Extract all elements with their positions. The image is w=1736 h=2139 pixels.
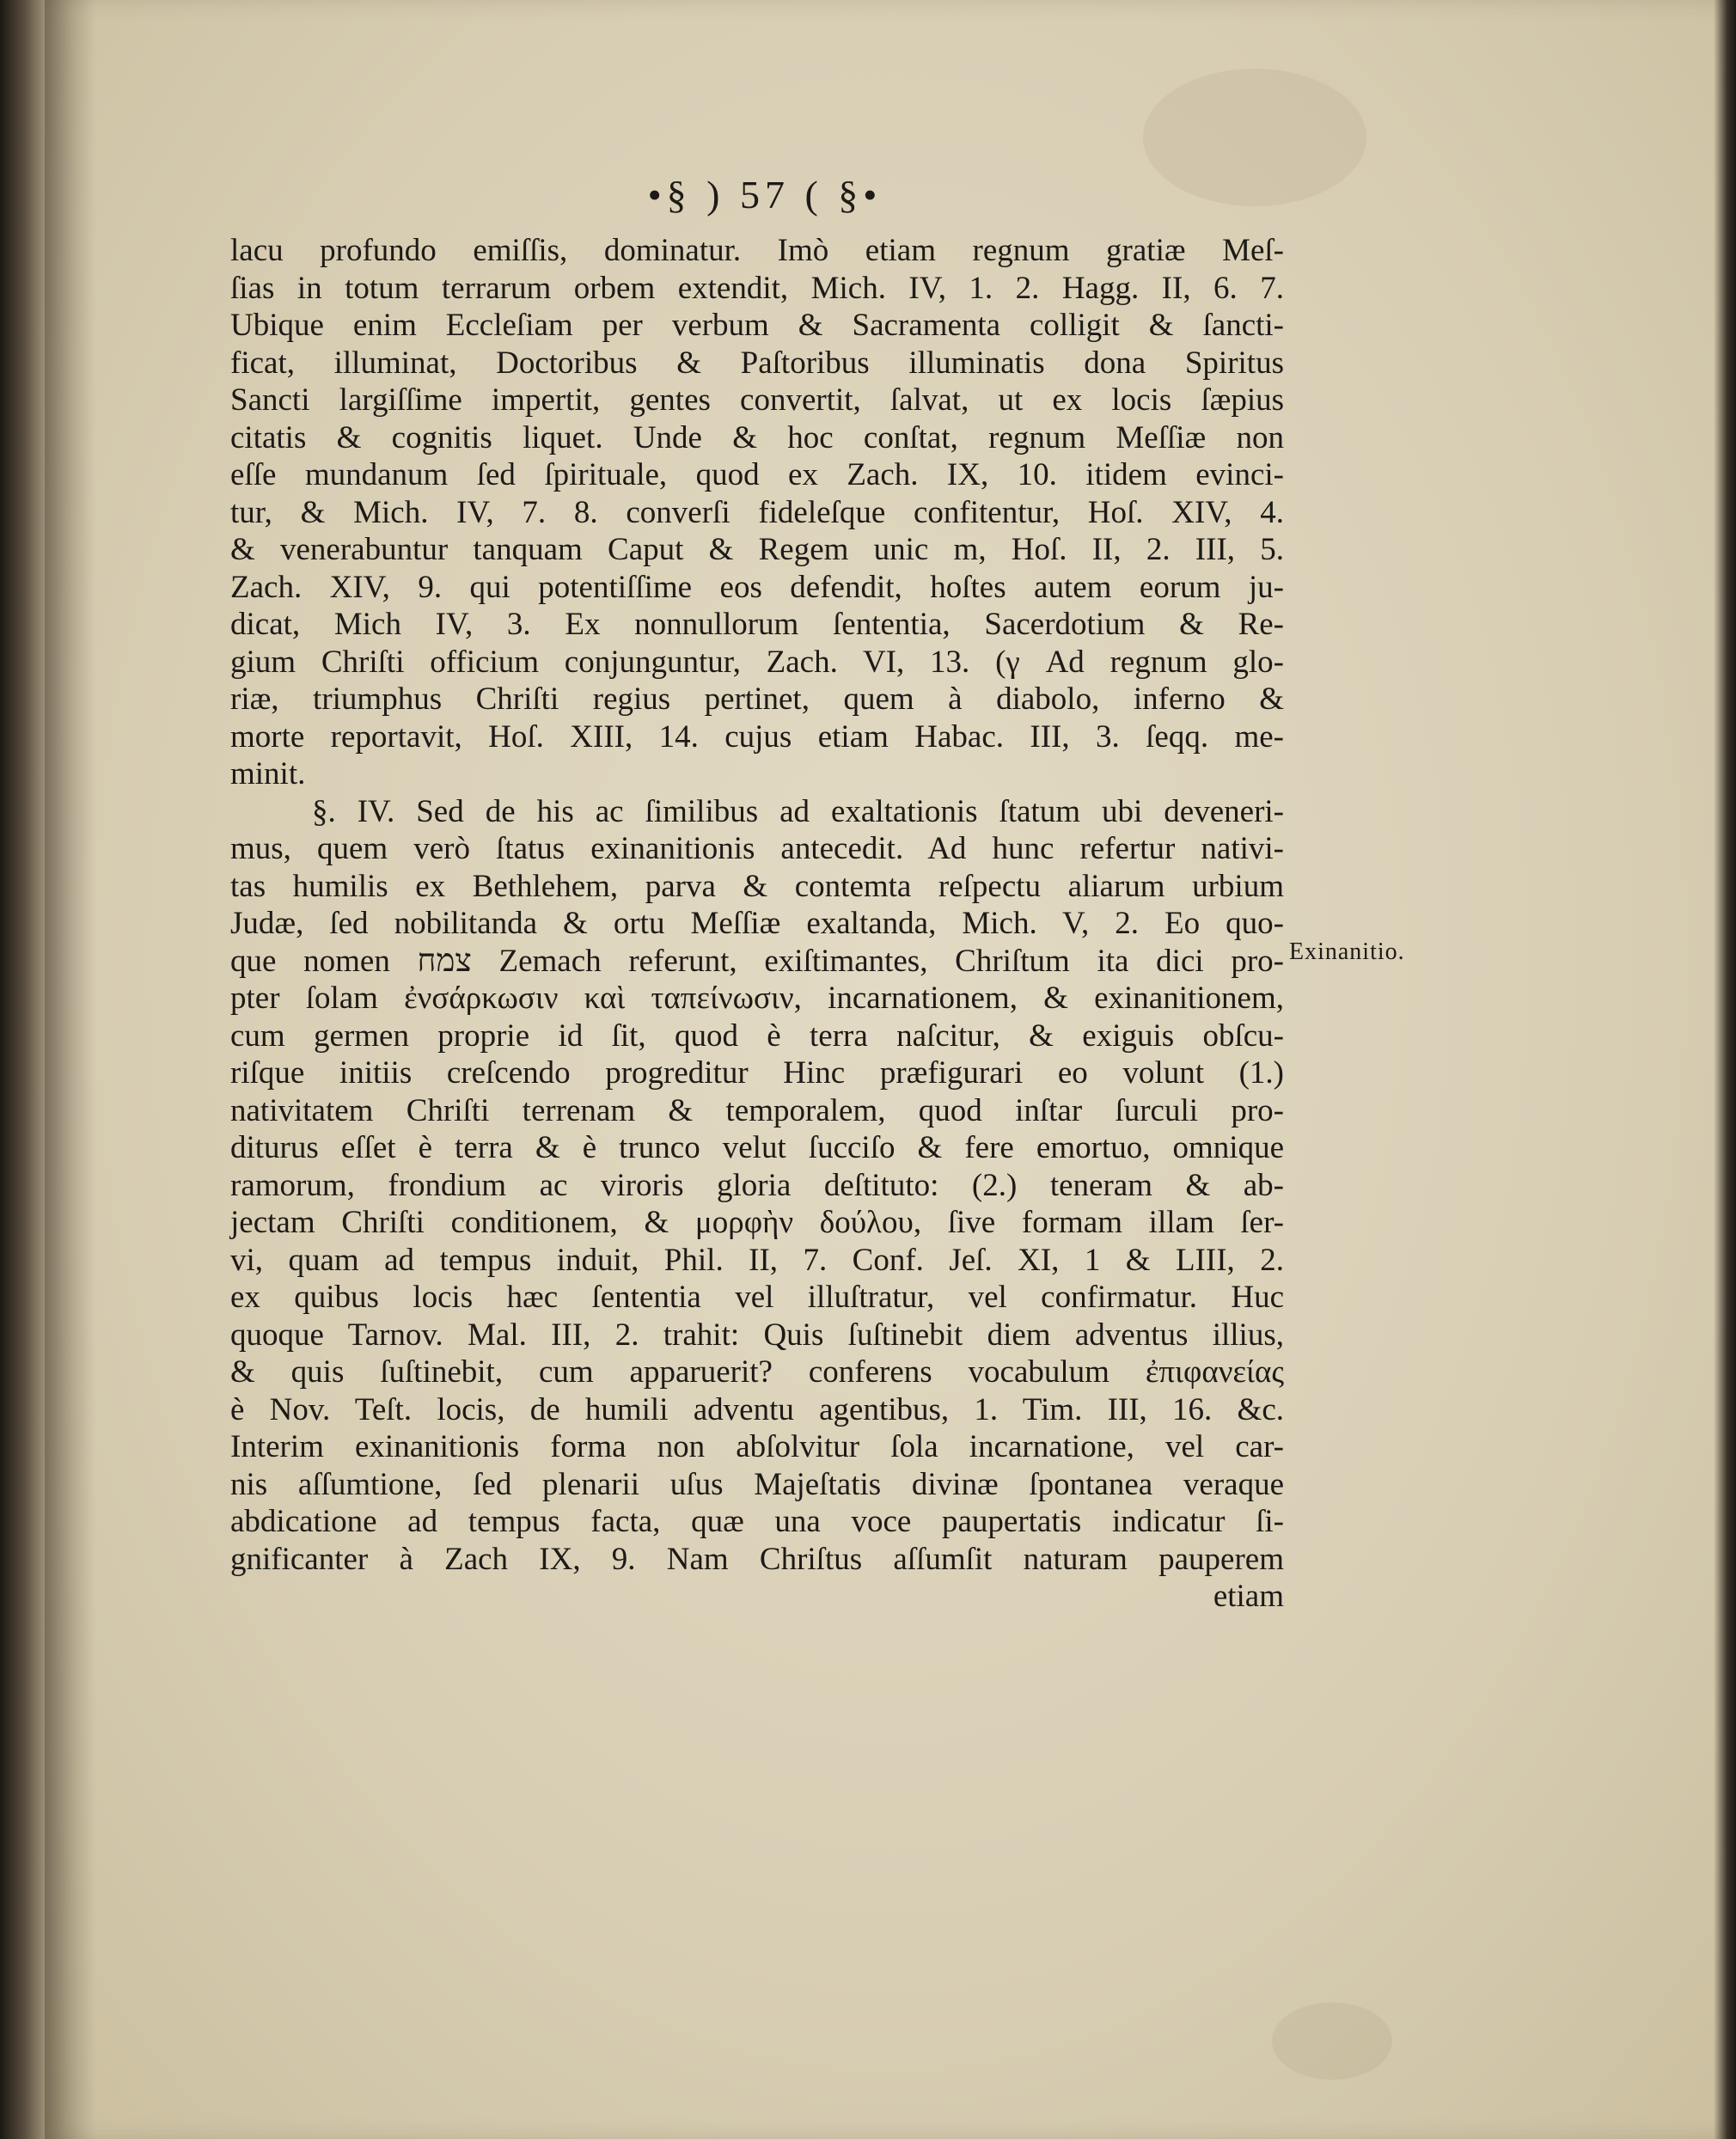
text-block (230, 232, 1284, 1616)
text-line: ſias in totum terrarum orbem extendit, Mich. IV, 1. 2. Hagg. II, 6. 7. (230, 270, 1284, 306)
paper-stain (1272, 2002, 1392, 2080)
text-line: quoque Tarnov. Mal. III, 2. trahit: Quis ſuſtinebit diem adventus illius, (230, 1317, 1284, 1353)
text-line: mus, quem verò ſtatus exinanitionis antecedit. Ad hunc refertur nativi- (230, 831, 1284, 866)
page-right-edge (1714, 0, 1736, 2139)
text-line: riſque initiis creſcendo progreditur Hinc præfigurari eo volunt (1.) (230, 1055, 1284, 1091)
text-line: nativitatem Chriſti terrenam & temporalem, quod inſtar ſurculi pro- (230, 1092, 1284, 1128)
text-line: gnificanter à Zach IX, 9. Nam Chriſtus aſſumſit naturam pauperem (230, 1541, 1284, 1577)
text-line: tur, & Mich. IV, 7. 8. converſi fideleſque confitentur, Hoſ. XIV, 4. (230, 494, 1284, 530)
gutter-shadow (45, 0, 96, 2139)
text-line: citatis & cognitis liquet. Unde & hoc conſtat, regnum Meſſiæ non (230, 419, 1284, 455)
text-line: ex quibus locis hæc ſententia vel illuſtratur, vel confirmatur. Huc (230, 1280, 1284, 1315)
text-line: ramorum, frondium ac viroris gloria deſtituto: (2.) teneram & ab- (230, 1167, 1284, 1203)
text-line: cum germen proprie id ſit, quod è terra naſcitur, & exiguis obſcu- (230, 1018, 1284, 1054)
text-line: Sancti largiſſime impertit, gentes convertit, ſalvat, ut ex locis ſæpius (230, 382, 1284, 418)
text-line: & venerabuntur tanquam Caput & Regem unic m, Hoſ. II, 2. III, 5. (230, 532, 1284, 567)
text-line: Ubique enim Eccleſiam per verbum & Sacramenta colligit & ſancti- (230, 308, 1284, 343)
text-line: tas humilis ex Bethlehem, parva & contemta reſpectu aliarum urbium (230, 868, 1284, 904)
text-line: gium Chriſti officium conjunguntur, Zach. VI, 13. (γ Ad regnum glo- (230, 644, 1284, 680)
facing-page-edge (0, 0, 45, 2139)
paper-stain (1143, 69, 1366, 206)
text-line: Judæ, ſed nobilitanda & ortu Meſſiæ exaltanda, Mich. V, 2. Eo quo- (230, 906, 1284, 941)
text-line: & quis ſuſtinebit, cum apparuerit? conferens vocabulum ἐπιφανείας (230, 1354, 1284, 1390)
text-line: morte reportavit, Hoſ. XIII, 14. cujus etiam Habac. III, 3. ſeqq. me- (230, 718, 1284, 755)
text-line: abdicatione ad tempus facta, quæ una voce paupertatis indicatur ſi- (230, 1504, 1284, 1539)
text-line: riæ, triumphus Chriſti regius pertinet, quem à diabolo, inferno & (230, 681, 1284, 717)
text-line: Zach. XIV, 9. qui potentiſſime eos defendit, hoſtes autem eorum ju- (230, 569, 1284, 605)
text-line: è Nov. Teſt. locis, de humili adventu agentibus, 1. Tim. III, 16. &c. (230, 1391, 1284, 1427)
text-line: diturus eſſet è terra & è trunco velut ſucciſo & fere emortuo, omnique (230, 1130, 1284, 1165)
text-line: jectam Chriſti conditionem, & μορφὴν δούλου, ſive formam illam ſer- (230, 1205, 1284, 1240)
text-line: ficat, illuminat, Doctoribus & Paſtoribus illuminatis dona Spiritus (230, 345, 1284, 381)
text-line: nis aſſumtione, ſed plenarii uſus Majeſtatis divinæ ſpontanea veraque (230, 1466, 1284, 1502)
text-line: vi, quam ad tempus induit, Phil. II, 7. Conf. Jeſ. XI, 1 & LIII, 2. (230, 1242, 1284, 1278)
marginal-note: Exinanitio. (1289, 938, 1405, 965)
catchword: etiam (1213, 1579, 1284, 1614)
text-line: minit. (230, 756, 306, 791)
text-line: Interim exinanitionis forma non abſolvitur ſola incarnatione, vel car- (230, 1429, 1284, 1464)
section-heading-line: §. IV. Sed de his ac ſimilibus ad exaltationis ſtatum ubi deveneri- (312, 793, 1284, 829)
running-head: •§ ) 57 ( §• (647, 173, 883, 217)
text-line: lacu profundo emiſſis, dominatur. Imò etiam regnum gratiæ Meſ- (230, 233, 1284, 268)
text-line: que nomen צמח Zemach referunt, exiſtimantes, Chriſtum ita dici pro- (230, 943, 1285, 979)
text-line: pter ſolam ἐνσάρκωσιν καὶ ταπείνωσιν, incarnationem, & exinanitionem, (230, 981, 1284, 1016)
text-line: dicat, Mich IV, 3. Ex nonnullorum ſententia, Sacerdotium & Re- (230, 607, 1284, 642)
text-line: eſſe mundanum ſed ſpirituale, quod ex Zach. IX, 10. itidem evinci- (230, 457, 1284, 492)
